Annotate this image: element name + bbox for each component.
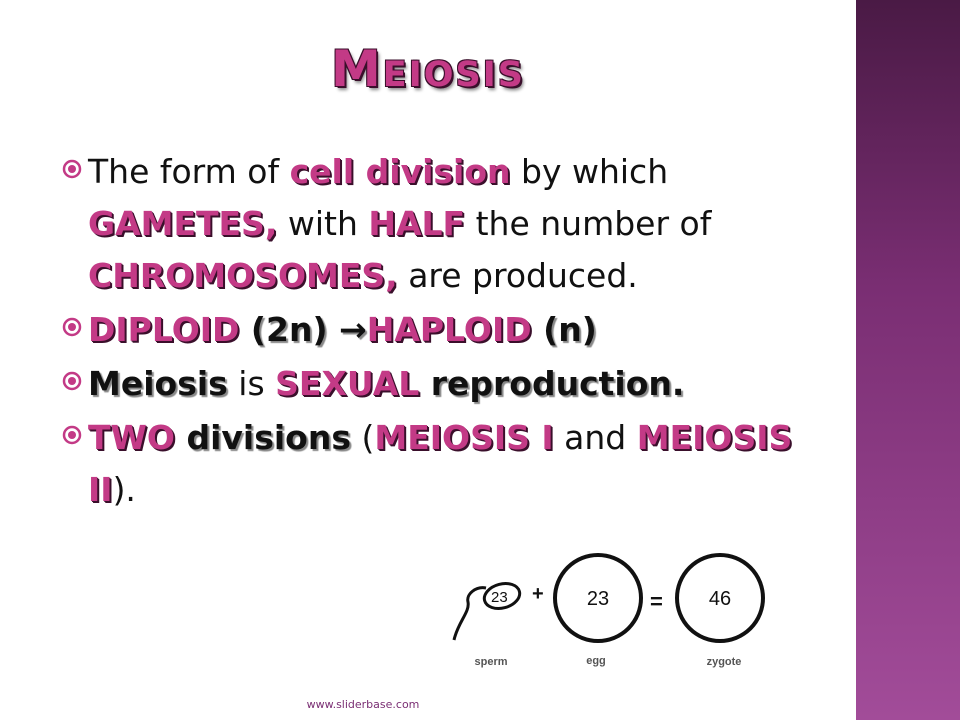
sidebar-decoration [856, 0, 960, 720]
egg-value: 23 [586, 588, 610, 610]
bullet-marker-icon [62, 159, 82, 179]
highlight-meiosis-i: MEIOSIS I [374, 418, 554, 457]
sperm-label: sperm [474, 656, 508, 668]
highlight-two: TWO [88, 418, 175, 457]
highlight-cell-division: cell division [289, 152, 511, 191]
highlight-sexual: SEXUAL [275, 364, 420, 403]
bullet-text: (2n) [239, 310, 340, 349]
bullet-text: (n) [531, 310, 597, 349]
fertilization-diagram [446, 552, 776, 682]
bullet-two-divisions [62, 412, 822, 516]
bullet-text: is [227, 364, 276, 403]
highlight-diploid: DIPLOID [88, 310, 240, 349]
bullet-marker-icon [62, 371, 82, 391]
bullet-sexual-reproduction [62, 358, 822, 410]
bullet-text: The form of [88, 152, 290, 191]
bold-meiosis: Meiosis [88, 364, 228, 403]
bold-divisions: divisions [174, 418, 351, 457]
arrow-icon: → [339, 310, 367, 349]
bullet-marker-icon [62, 425, 82, 445]
bullet-diploid-haploid [62, 304, 822, 356]
egg-label: egg [586, 655, 606, 667]
highlight-half: HALF [368, 204, 466, 243]
sperm-value: 23 [491, 589, 508, 606]
page-title: Meiosis [331, 40, 525, 98]
bullet-text: ). [112, 470, 136, 509]
bullet-text: with [277, 204, 369, 243]
bullet-definition [62, 146, 822, 302]
bullet-text: the number of [465, 204, 712, 243]
equals-sign: = [650, 589, 663, 614]
highlight-meiosis-ii: MEIOSIS II [88, 418, 793, 509]
zygote-value: 46 [708, 588, 732, 610]
highlight-chromosomes: CHROMOSOMES, [88, 256, 398, 295]
sperm-icon [454, 580, 522, 640]
highlight-gametes: GAMETES, [88, 204, 278, 243]
bullet-text: are produced. [397, 256, 638, 295]
bullet-text: and [553, 418, 637, 457]
bullet-marker-icon [62, 317, 82, 337]
bold-reproduction: reproduction. [419, 364, 685, 403]
footer-credit: www.sliderbase.com [306, 698, 420, 711]
zygote-label: zygote [706, 656, 742, 668]
plus-sign: + [532, 583, 544, 605]
bullet-text: by which [510, 152, 669, 191]
bullet-text: ( [350, 418, 375, 457]
bullet-list [62, 146, 822, 518]
highlight-haploid: HAPLOID [366, 310, 532, 349]
